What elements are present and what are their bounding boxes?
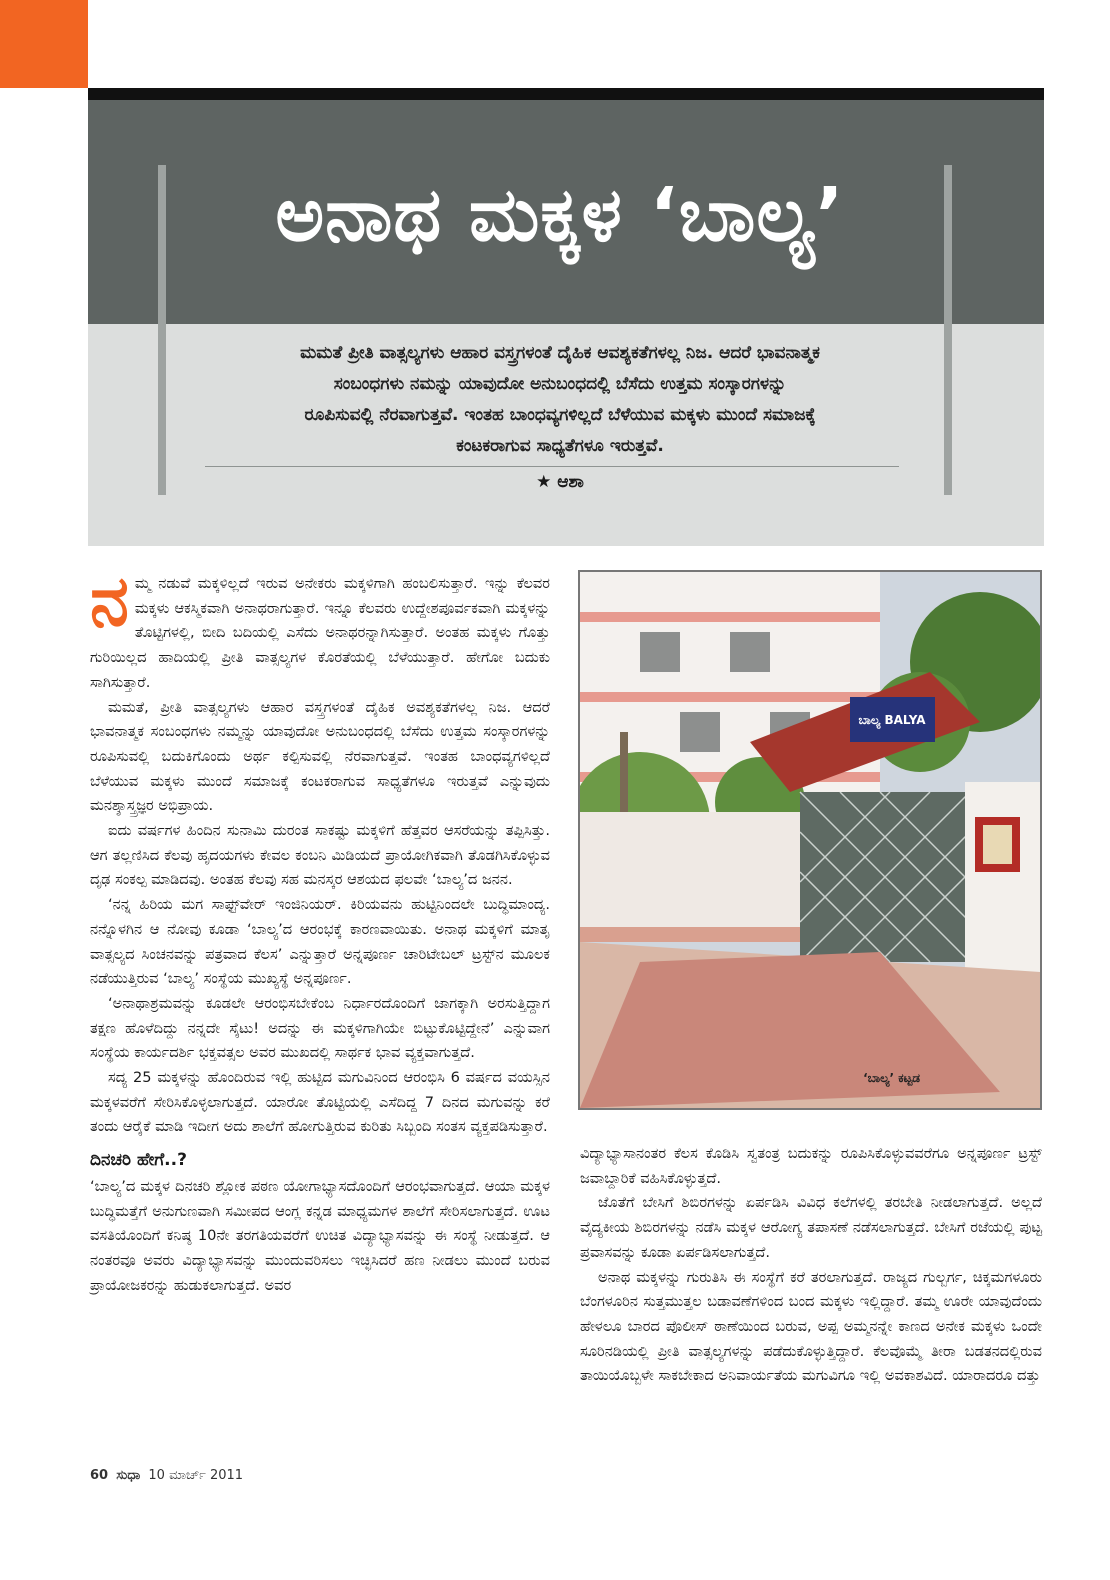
photo-caption: ‘ಬಾಲ್ಯ’ ಕಟ್ಟಡ (863, 1071, 920, 1085)
deck-divider (205, 466, 899, 467)
drop-cap: ನ (90, 560, 129, 642)
article-deck (180, 338, 940, 462)
deck-line: ಮಮತೆ ಪ್ರೀತಿ ವಾತ್ಸಲ್ಯಗಳು ಆಹಾರ ವಸ್ತ್ರಗಳಂತೆ ದೈಹಿಕ ಆವಶ್ಯಕತೆಗಳಲ್ಲ ನಿಜ. ಆದರೆ ಭಾವನಾತ್ಮಕ (300, 343, 820, 363)
body-paragraph: ಮ್ಮ ನಡುವೆ ಮಕ್ಕಳಿಲ್ಲದೆ ಇರುವ ಅನೇಕರು ಮಕ್ಕಳಿಗಾಗಿ ಹಂಬಲಿಸುತ್ತಾರೆ. ಇನ್ನು ಕೆಲವರ ಮಕ್ಕಳು ಆಕಸ್ಮಿಕವಾಗಿ ಅನಾಥರಾಗುತ್ತಾರೆ. ಇನ್ನೂ ಕೆಲವರು ಉದ್ದೇಶಪೂರ್ವಕವಾಗಿ ಮಕ್ಕಳನ್ನು ತೊಟ್ಟಿಗಳಲ್ಲಿ, ಬೀದಿ ಬದಿಯಲ್ಲಿ ಎಸೆದು ಅನಾಥರನ್ನಾಗಿಸುತ್ತಾರೆ. ಅಂತಹ ಮಕ್ಕಳು ಗೊತ್ತು ಗುರಿಯಿಲ್ಲದ ಹಾದಿಯಲ್ಲಿ ಪ್ರೀತಿ ವಾತ್ಸಲ್ಯಗಳ ಕೊರತೆಯಲ್ಲಿ ಬೆಳೆಯುತ್ತಾರೆ. ಹೇಗೋ ಬದುಕು ಸಾಗಿಸುತ್ತಾರೆ. (90, 575, 550, 691)
magazine-name: ಸುಧಾ (116, 1468, 141, 1483)
byline: ★ ಆಶಾ (536, 472, 584, 492)
building-photo-illustration (580, 572, 1040, 1108)
deck-line: ರೂಪಿಸುವಲ್ಲಿ ನೆರವಾಗುತ್ತವೆ. ಇಂತಹ ಬಾಂಧವ್ಯಗಳಿಲ್ಲದೆ ಬೆಳೆಯುವ ಮಕ್ಕಳು ಮುಂದೆ ಸಮಾಜಕ್ಕೆ (304, 405, 816, 425)
body-paragraph: ‘ಅನಾಥಾಶ್ರಮವನ್ನು ಕೂಡಲೇ ಆರಂಭಿಸಬೇಕೆಂಬ ನಿರ್ಧಾರದೊಂದಿಗೆ ಜಾಗಕ್ಕಾಗಿ ಅರಸುತ್ತಿದ್ದಾಗ ತಕ್ಷಣ ಹೊಳೆದಿದ್ದು ನನ್ನದೇ ಸೈಟು! ಅದನ್ನು ಈ ಮಕ್ಕಳಿಗಾಗಿಯೇ ಬಿಟ್ಟುಕೊಟ್ಟಿದ್ದೇನೆ’ ಎನ್ನುವಾಗ ಸಂಸ್ಥೆಯ ಕಾರ್ಯದರ್ಶಿ ಭಕ್ತವತ್ಸಲ ಅವರ ಮುಖದಲ್ಲಿ ಸಾರ್ಥಕ ಭಾವ ವ್ಯಕ್ತವಾಗುತ್ತದೆ. (90, 994, 550, 1062)
body-paragraph: ಮಮತೆ, ಪ್ರೀತಿ ವಾತ್ಸಲ್ಯಗಳು ಆಹಾರ ವಸ್ತ್ರಗಳಂತೆ ದೈಹಿಕ ಅವಶ್ಯಕತೆಗಳಲ್ಲ ನಿಜ. ಆದರೆ ಭಾವನಾತ್ಮಕ ಸಂಬಂಧಗಳು ನಮ್ಮನ್ನು ಯಾವುದೋ ಅನುಬಂಧದಲ್ಲಿ ಬೆಸೆದು ಉತ್ತಮ ಸಂಸ್ಕಾರಗಳನ್ನು ರೂಪಿಸುವಲ್ಲಿ ಬದುಕಿಗೊಂದು ಅರ್ಥ ಕಲ್ಪಿಸುವಲ್ಲಿ ನೆರವಾಗುತ್ತವೆ. ಇಂತಹ ಬಾಂಧವ್ಯಗಳಿಲ್ಲದೆ ಬೆಳೆಯುವ ಮಕ್ಕಳು ಮುಂದೆ ಸಮಾಜಕ್ಕೆ ಕಂಟಕರಾಗುವ ಸಾಧ್ಯತೆಗಳೂ ಇರುತ್ತವೆ ಎನ್ನುವುದು ಮನಶ್ಶಾಸ್ತ್ರಜ್ಞರ ಅಭಿಪ್ರಾಯ. (90, 698, 550, 815)
article-title: ಅನಾಥ ಮಕ್ಕಳ ‘ಬಾಲ್ಯ’ (275, 172, 845, 258)
body-paragraph: ಸದ್ಯ 25 ಮಕ್ಕಳನ್ನು ಹೊಂದಿರುವ ಇಲ್ಲಿ ಹುಟ್ಟಿದ ಮಗುವಿನಿಂದ ಆರಂಭಿಸಿ 6 ವರ್ಷದ ವಯಸ್ಸಿನ ಮಕ್ಕಳವರೆಗೆ ಸೇರಿಸಿಕೊಳ್ಳಲಾಗುತ್ತದೆ. ಯಾರೋ ತೊಟ್ಟಿಯಲ್ಲಿ ಎಸೆದಿದ್ದ 7 ದಿನದ ಮಗುವನ್ನು ಕರೆ ತಂದು ಆರೈಕೆ ಮಾಡಿ ಇದೀಗ ಅದು ಶಾಲೆಗೆ ಹೋಗುತ್ತಿರುವ ಕುರಿತು ಸಿಬ್ಬಂದಿ ಸಂತಸ ವ್ಯಕ್ತಪಡಿಸುತ್ತಾರೆ. (90, 1069, 550, 1136)
body-paragraph: ‘ನನ್ನ ಹಿರಿಯ ಮಗ ಸಾಫ್ಟ್‌ವೇರ್ ಇಂಜಿನಿಯರ್. ಕಿರಿಯವನು ಹುಟ್ಟಿನಿಂದಲೇ ಬುದ್ಧಿಮಾಂದ್ಯ. ನನ್ನೊಳಗಿನ ಆ ನೋವು ಕೂಡಾ ‘ಬಾಲ್ಯ’ದ ಆರಂಭಕ್ಕೆ ಕಾರಣವಾಯಿತು. ಅನಾಥ ಮಕ್ಕಳಿಗೆ ಮಾತೃ ವಾತ್ಸಲ್ಯದ ಸಿಂಚನವನ್ನು ಪತ್ರವಾದ ಕೆಲಸ’ ಎನ್ನುತ್ತಾರೆ ಅನ್ನಪೂರ್ಣ ಚಾರಿಟೇಬಲ್ ಟ್ರಸ್ಟ್‌ನ ಮೂಲಕ ನಡೆಯುತ್ತಿರುವ ‘ಬಾಲ್ಯ’ ಸಂಸ್ಥೆಯ ಮುಖ್ಯಸ್ಥೆ ಅನ್ನಪೂರ್ಣ. (90, 896, 550, 988)
body-paragraph: ‘ಬಾಲ್ಯ’ದ ಮಕ್ಕಳ ದಿನಚರಿ ಶ್ಲೋಕ ಪಠಣ ಯೋಗಾಭ್ಯಾಸದೊಂದಿಗೆ ಆರಂಭವಾಗುತ್ತದೆ. ಆಯಾ ಮಕ್ಕಳ ಬುದ್ಧಿಮತ್ತೆಗೆ ಅನುಗುಣವಾಗಿ ಸಮೀಪದ ಆಂಗ್ಲ ಕನ್ನಡ ಮಾಧ್ಯಮಗಳ ಶಾಲೆಗೆ ಸೇರಿಸಲಾಗುತ್ತದೆ. ಊಟ ವಸತಿಯೊಂದಿಗೆ ಕನಿಷ್ಠ 10ನೇ ತರಗತಿಯವರೆಗೆ ಉಚಿತ ವಿದ್ಯಾಭ್ಯಾಸವನ್ನು ಈ ಸಂಸ್ಥೆ ನೀಡುತ್ತದೆ. ಆ ನಂತರವೂ ಅವರು ವಿದ್ಯಾಭ್ಯಾಸವನ್ನು ಮುಂದುವರಿಸಲು ಇಚ್ಛಿಸಿದರೆ ಹಣ ನೀಡಲು ಮುಂದೆ ಬರುವ ಪ್ರಾಯೋಜಕರನ್ನು ಹುಡುಕಲಾಗುತ್ತದೆ. ಅವರ (90, 1177, 550, 1294)
deck-line: ಕಂಟಕರಾಗುವ ಸಾಧ್ಯತೆಗಳೂ ಇರುತ್ತವೆ. (456, 436, 664, 456)
section-subhead: ದಿನಚರಿ ಹೇಗೆ..? (90, 1150, 187, 1171)
body-paragraph: ಐದು ವರ್ಷಗಳ ಹಿಂದಿನ ಸುನಾಮಿ ದುರಂತ ಸಾಕಷ್ಟು ಮಕ್ಕಳಿಗೆ ಹೆತ್ತವರ ಆಸರೆಯನ್ನು ತಪ್ಪಿಸಿತ್ತು. ಆಗ ತಲ್ಲಣಿಸಿದ ಕೆಲವು ಹೃದಯಗಳು ಕೇವಲ ಕಂಬನಿ ಮಿಡಿಯದೆ ಪ್ರಾಯೋಗಿಕವಾಗಿ ತೊಡಗಿಸಿಕೊಳ್ಳುವ ದೃಢ ಸಂಕಲ್ಪ ಮಾಡಿದವು. ಅಂತಹ ಕೆಲವು ಸಹ ಮನಸ್ಕರ ಆಶಯದ ಫಲವೇ ‘ಬಾಲ್ಯ’ದ ಜನನ. (90, 822, 550, 889)
right-accent-bar (944, 165, 952, 495)
body-paragraph: ಅನಾಥ ಮಕ್ಕಳನ್ನು ಗುರುತಿಸಿ ಈ ಸಂಸ್ಥೆಗೆ ಕರೆ ತರಲಾಗುತ್ತದೆ. ರಾಜ್ಯದ ಗುಲ್ಬರ್ಗ, ಚಿಕ್ಕಮಗಳೂರು ಬೆಂಗಳೂರಿನ ಸುತ್ತಮುತ್ತಲ ಬಡಾವಣೆಗಳಿಂದ ಬಂದ ಮಕ್ಕಳು ಇಲ್ಲಿದ್ದಾರೆ. ತಮ್ಮ ಊರೇ ಯಾವುದೆಂದು ಹೇಳಲೂ ಬಾರದ ಪೊಲೀಸ್ ಠಾಣೆಯಿಂದ ಬರುವ, ಅಪ್ಪ ಅಮ್ಮನನ್ನೇ ಕಾಣದ ಅನೇಕ ಮಕ್ಕಳು ಒಂದೇ ಸೂರಿನಡಿಯಲ್ಲಿ ಪ್ರೀತಿ ವಾತ್ಸಲ್ಯಗಳನ್ನು ಪಡೆದುಕೊಳ್ಳುತ್ತಿದ್ದಾರೆ. ಕೆಲವೊಮ್ಮೆ ತೀರಾ ಬಡತನದಲ್ಲಿರುವ ತಾಯಿಯೊಬ್ಬಳೇ ಸಾಕಬೇಕಾದ ಅನಿವಾರ್ಯತೆಯ ಮಗುವಿಗೂ ಇಲ್ಲಿ ಅವಕಾಶವಿದೆ. ಯಾರಾದರೂ ದತ್ತು (580, 1268, 1042, 1385)
body-paragraph: ವಿದ್ಯಾಭ್ಯಾಸಾನಂತರ ಕೆಲಸ ಕೊಡಿಸಿ ಸ್ವತಂತ್ರ ಬದುಕನ್ನು ರೂಪಿಸಿಕೊಳ್ಳುವವರೆಗೂ ಅನ್ನಪೂರ್ಣ ಟ್ರಸ್ಟ್ ಜವಾಬ್ದಾರಿಕೆ ವಹಿಸಿಕೊಳ್ಳುತ್ತದೆ. (580, 1145, 1042, 1187)
issue-date: 10 ಮಾರ್ಚ್ 2011 (148, 1468, 244, 1483)
page-footer (90, 1468, 243, 1483)
right-column (580, 1142, 1042, 1389)
gate-sign: ಬಾಲ್ಯ BALYA (858, 713, 926, 727)
deck-line: ಸಂಬಂಧಗಳು ನಮನ್ನು ಯಾವುದೋ ಅನುಬಂಧದಲ್ಲಿ ಬೆಸೆದು ಉತ್ತಮ ಸಂಸ್ಕಾರಗಳನ್ನು (333, 374, 787, 394)
orange-corner-tab (0, 0, 88, 88)
header-rule (88, 88, 1044, 100)
building-photo (578, 570, 1042, 1110)
body-paragraph: ಜೊತೆಗೆ ಬೇಸಿಗೆ ಶಿಬಿರಗಳನ್ನು ಏರ್ಪಡಿಸಿ ವಿವಿಧ ಕಲೆಗಳಲ್ಲಿ ತರಬೇತಿ ನೀಡಲಾಗುತ್ತದೆ. ಅಲ್ಲದೆ ವೈದ್ಯಕೀಯ ಶಿಬಿರಗಳನ್ನು ನಡೆಸಿ ಮಕ್ಕಳ ಆರೋಗ್ಯ ತಪಾಸಣೆ ನಡೆಸಲಾಗುತ್ತದೆ. ಬೇಸಿಗೆ ರಜೆಯಲ್ಲಿ ಪುಟ್ಟ ಪ್ರವಾಸವನ್ನು ಕೂಡಾ ಏರ್ಪಡಿಸಲಾಗುತ್ತದೆ. (580, 1194, 1042, 1261)
left-accent-bar (158, 165, 166, 495)
left-column (90, 560, 550, 1298)
page-number: 60 (90, 1468, 109, 1483)
